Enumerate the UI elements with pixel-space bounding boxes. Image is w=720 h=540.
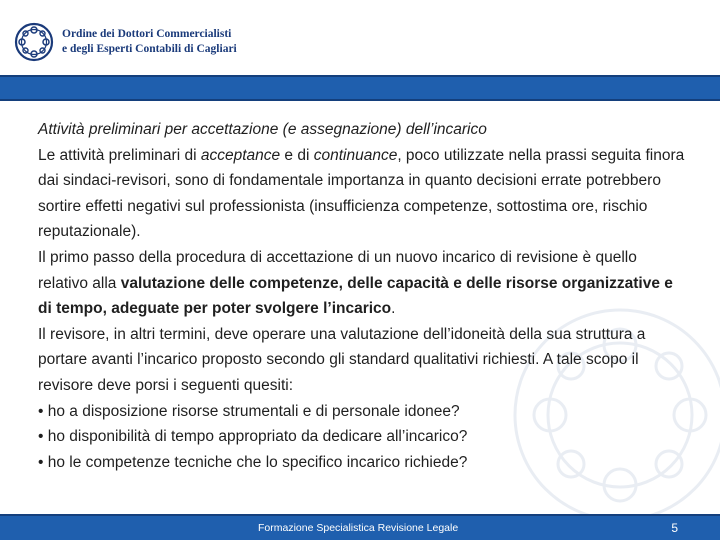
paragraph-2: Il primo passo della procedura di accettazione di un nuovo incarico di revisione è quello relativo alla valutazione delle competenze, delle capacità e delle risorse organizzative e di tempo, adeguate per poter svolgere l’incarico. (38, 248, 673, 318)
paragraph-3: Il revisore, in altri termini, deve operare una valutazione dell’idoneità della sua struttura a portare avanti l’incarico proposto secondo gli standard qualitativi richiesti. A tale scopo il revisore deve porsi i seguenti quesiti: (38, 325, 646, 394)
bullet-item-2: • ho disponibilità di tempo appropriato da dedicare all’incarico? (38, 424, 688, 450)
bullet-item-1: • ho a disposizione risorse strumentali e di personale idonee? (38, 399, 688, 425)
circular-emblem-icon (14, 22, 54, 62)
footer-band (0, 514, 720, 540)
footer-text: Formazione Specialistica Revisione Legale (258, 522, 459, 534)
org-line-1: Ordine dei Dottori Commercialisti (62, 28, 232, 40)
page-number: 5 (671, 521, 678, 535)
slide-title: Attività preliminari per accettazione (e assegnazione) dell’incarico (38, 121, 487, 138)
term-acceptance: acceptance (200, 146, 281, 164)
term-continuance: continuance (313, 146, 398, 164)
header-band (0, 75, 720, 101)
emphasis-bold: valutazione delle competenze, delle capacità e delle risorse organizzative e di tempo, adeguate per poter svolgere l’incarico (38, 274, 673, 318)
org-line-2: e degli Esperti Contabili di Cagliari (62, 43, 237, 55)
organization-name (62, 27, 237, 57)
bullet-item-3: • ho le competenze tecniche che lo specifico incarico richiede? (38, 450, 688, 476)
slide-body (38, 117, 688, 475)
paragraph-1: Le attività preliminari di acceptance e di continuance, poco utilizzate nella prassi seguita finora dai sindaci-revisori, sono di fondamentale importanza in quanto decisioni errate potrebbero sortire effetti negativi sul professionista (insufficienza competenze, sottostima ore, rischio reputazionale). (38, 146, 685, 241)
